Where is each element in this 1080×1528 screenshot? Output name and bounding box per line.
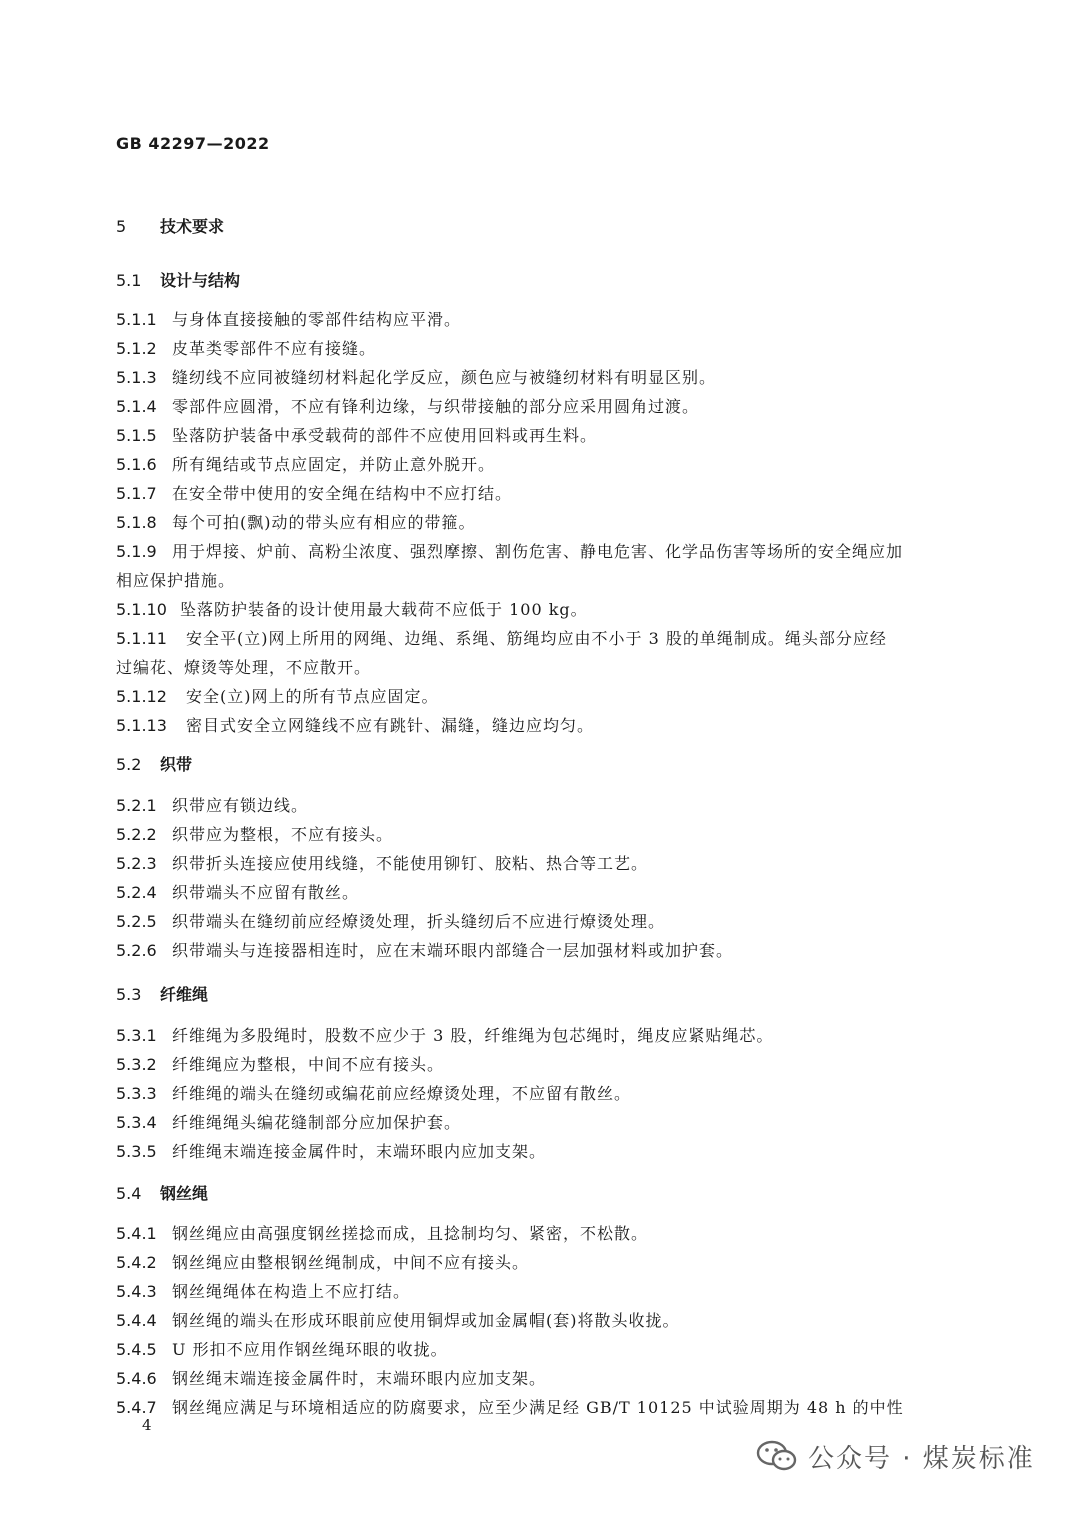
clause-text: 用于焊接、炉前、高粉尘浓度、强烈摩擦、割伤危害、静电危害、化学品伤害等场所的安全绳应加 xyxy=(172,542,904,561)
clause-text: 纤维绳绳头编花缝制部分应加保护套。 xyxy=(172,1113,462,1132)
clause-text: 纤维绳末端连接金属件时，末端环眼内应加支架。 xyxy=(172,1142,547,1161)
clause-5-4-6 xyxy=(116,1365,966,1393)
clause-5-1-4 xyxy=(116,393,966,421)
clause-number: 5.2.4 xyxy=(116,883,157,902)
clause-5-4-7 xyxy=(116,1394,966,1422)
clause-text: 织带端头在缝纫前应经燎烫处理，折头缝纫后不应进行燎烫处理。 xyxy=(172,912,666,931)
clause-text: 钢丝绳应满足与环境相适应的防腐要求，应至少满足经 GB/T 10125 中试验周期为 48 h 的中性 xyxy=(172,1398,904,1417)
clause-text: 钢丝绳末端连接金属件时，末端环眼内应加支架。 xyxy=(172,1369,547,1388)
clause-5-1-13 xyxy=(116,712,966,740)
clause-text-continuation: 相应保护措施。 xyxy=(116,571,236,590)
clause-text: 坠落防护装备的设计使用最大载荷不应低于 100 kg。 xyxy=(180,600,588,619)
document-code: GB 42297—2022 xyxy=(116,134,270,153)
clause-number: 5.1.12 xyxy=(116,687,167,706)
clause-5-4-5 xyxy=(116,1336,966,1364)
section-number: 5.1 xyxy=(116,271,142,290)
clause-5-2-5 xyxy=(116,908,966,936)
clause-5-1-10 xyxy=(116,596,966,624)
clause-number: 5.1.6 xyxy=(116,455,157,474)
clause-5-1-2 xyxy=(116,335,966,363)
clause-text: 坠落防护装备中承受载荷的部件不应使用回料或再生料。 xyxy=(172,426,598,445)
clause-5-1-11 xyxy=(116,625,966,653)
section-heading-5-2 xyxy=(116,752,192,778)
section-number: 5.4 xyxy=(116,1184,142,1203)
clause-number: 5.1.10 xyxy=(116,600,167,619)
clause-text: 在安全带中使用的安全绳在结构中不应打结。 xyxy=(172,484,513,503)
clause-text: 皮革类零部件不应有接缝。 xyxy=(172,339,377,358)
section-title: 织带 xyxy=(160,755,193,774)
clause-5-1-5 xyxy=(116,422,966,450)
clause-text: 纤维绳的端头在缝纫或编花前应经燎烫处理，不应留有散丝。 xyxy=(172,1084,632,1103)
clause-text: 零部件应圆滑，不应有锋利边缘，与织带接触的部分应采用圆角过渡。 xyxy=(172,397,700,416)
clause-number: 5.3.2 xyxy=(116,1055,157,1074)
clause-text: 织带应有锁边线。 xyxy=(172,796,309,815)
section-heading-5 xyxy=(116,214,224,240)
clause-number: 5.1.7 xyxy=(116,484,157,503)
section-heading-5-3 xyxy=(116,982,208,1008)
clause-number: 5.1.5 xyxy=(116,426,157,445)
clause-5-2-1 xyxy=(116,792,966,820)
section-number: 5.2 xyxy=(116,755,142,774)
clause-5-2-4 xyxy=(116,879,966,907)
clause-number: 5.2.1 xyxy=(116,796,157,815)
section-title: 纤维绳 xyxy=(160,985,209,1004)
section-title: 钢丝绳 xyxy=(160,1184,209,1203)
clause-5-3-3 xyxy=(116,1080,966,1108)
clause-text: 安全平(立)网上所用的网绳、边绳、系绳、筋绳均应由不小于 3 股的单绳制成。绳头部分应经 xyxy=(186,629,887,648)
clause-text: 织带端头与连接器相连时，应在末端环眼内部缝合一层加强材料或加护套。 xyxy=(172,941,734,960)
clause-number: 5.1.8 xyxy=(116,513,157,532)
clause-5-2-6 xyxy=(116,937,966,965)
clause-5-1-7 xyxy=(116,480,966,508)
clause-text: 织带端头不应留有散丝。 xyxy=(172,883,360,902)
clause-5-2-2 xyxy=(116,821,966,849)
clause-5-1-6 xyxy=(116,451,966,479)
watermark-text: 公众号 · 煤炭标准 xyxy=(808,1443,1035,1474)
clause-5-1-1 xyxy=(116,306,966,334)
clause-text: 所有绳结或节点应固定，并防止意外脱开。 xyxy=(172,455,496,474)
clause-text: 织带折头连接应使用线缝，不能使用铆钉、胶粘、热合等工艺。 xyxy=(172,854,649,873)
clause-text: 缝纫线不应同被缝纫材料起化学反应，颜色应与被缝纫材料有明显区别。 xyxy=(172,368,717,387)
clause-number: 5.2.3 xyxy=(116,854,157,873)
clause-number: 5.4.7 xyxy=(116,1398,157,1417)
wechat-watermark xyxy=(756,1436,1035,1476)
section-title: 技术要求 xyxy=(160,217,225,236)
clause-number: 5.4.4 xyxy=(116,1311,157,1330)
clause-text: 织带应为整根，不应有接头。 xyxy=(172,825,394,844)
clause-number: 5.1.3 xyxy=(116,368,157,387)
page-number: 4 xyxy=(142,1416,152,1434)
clause-5-4-4 xyxy=(116,1307,966,1335)
clause-5-1-9 xyxy=(116,538,966,566)
clause-text-continuation: 过编花、燎烫等处理，不应散开。 xyxy=(116,658,372,677)
clause-number: 5.4.3 xyxy=(116,1282,157,1301)
clause-number: 5.3.5 xyxy=(116,1142,157,1161)
section-heading-5-1 xyxy=(116,268,240,294)
clause-number: 5.1.2 xyxy=(116,339,157,358)
clause-number: 5.2.5 xyxy=(116,912,157,931)
clause-5-1-3 xyxy=(116,364,966,392)
clause-number: 5.1.4 xyxy=(116,397,157,416)
clause-5-2-3 xyxy=(116,850,966,878)
wechat-icon xyxy=(756,1439,798,1473)
section-title: 设计与结构 xyxy=(160,271,241,290)
clause-number: 5.3.1 xyxy=(116,1026,157,1045)
clause-text: 纤维绳为多股绳时，股数不应少于 3 股，纤维绳为包芯绳时，绳皮应紧贴绳芯。 xyxy=(172,1026,774,1045)
clause-5-3-5 xyxy=(116,1138,966,1166)
clause-number: 5.1.13 xyxy=(116,716,167,735)
clause-number: 5.4.1 xyxy=(116,1224,157,1243)
clause-text: 安全(立)网上的所有节点应固定。 xyxy=(186,687,439,706)
clause-number: 5.1.11 xyxy=(116,629,167,648)
clause-5-1-8 xyxy=(116,509,966,537)
clause-5-4-2 xyxy=(116,1249,966,1277)
clause-5-4-1 xyxy=(116,1220,966,1248)
clause-number: 5.1.1 xyxy=(116,310,157,329)
clause-5-1-9-continuation xyxy=(116,567,966,595)
clause-text: 钢丝绳应由高强度钢丝搓捻而成，且捻制均匀、紧密，不松散。 xyxy=(172,1224,649,1243)
clause-text: 钢丝绳绳体在构造上不应打结。 xyxy=(172,1282,411,1301)
section-heading-5-4 xyxy=(116,1181,208,1207)
clause-number: 5.4.6 xyxy=(116,1369,157,1388)
clause-5-3-1 xyxy=(116,1022,966,1050)
clause-5-3-4 xyxy=(116,1109,966,1137)
clause-number: 5.2.2 xyxy=(116,825,157,844)
clause-5-1-11-continuation xyxy=(116,654,966,682)
clause-text: 钢丝绳的端头在形成环眼前应使用铜焊或加金属帽(套)将散头收拢。 xyxy=(172,1311,680,1330)
clause-5-3-2 xyxy=(116,1051,966,1079)
clause-text: 纤维绳应为整根，中间不应有接头。 xyxy=(172,1055,445,1074)
clause-text: U 形扣不应用作钢丝绳环眼的收拢。 xyxy=(172,1340,448,1359)
clause-number: 5.1.9 xyxy=(116,542,157,561)
clause-text: 与身体直接接触的零部件结构应平滑。 xyxy=(172,310,462,329)
clause-number: 5.3.3 xyxy=(116,1084,157,1103)
clause-text: 钢丝绳应由整根钢丝绳制成，中间不应有接头。 xyxy=(172,1253,530,1272)
clause-5-1-12 xyxy=(116,683,966,711)
clause-number: 5.2.6 xyxy=(116,941,157,960)
clause-text: 每个可拍(飘)动的带头应有相应的带箍。 xyxy=(172,513,476,532)
clause-text: 密目式安全立网缝线不应有跳针、漏缝，缝边应均匀。 xyxy=(186,716,595,735)
section-number: 5 xyxy=(116,217,127,236)
clause-5-4-3 xyxy=(116,1278,966,1306)
clause-number: 5.4.5 xyxy=(116,1340,157,1359)
clause-number: 5.4.2 xyxy=(116,1253,157,1272)
section-number: 5.3 xyxy=(116,985,142,1004)
clause-number: 5.3.4 xyxy=(116,1113,157,1132)
